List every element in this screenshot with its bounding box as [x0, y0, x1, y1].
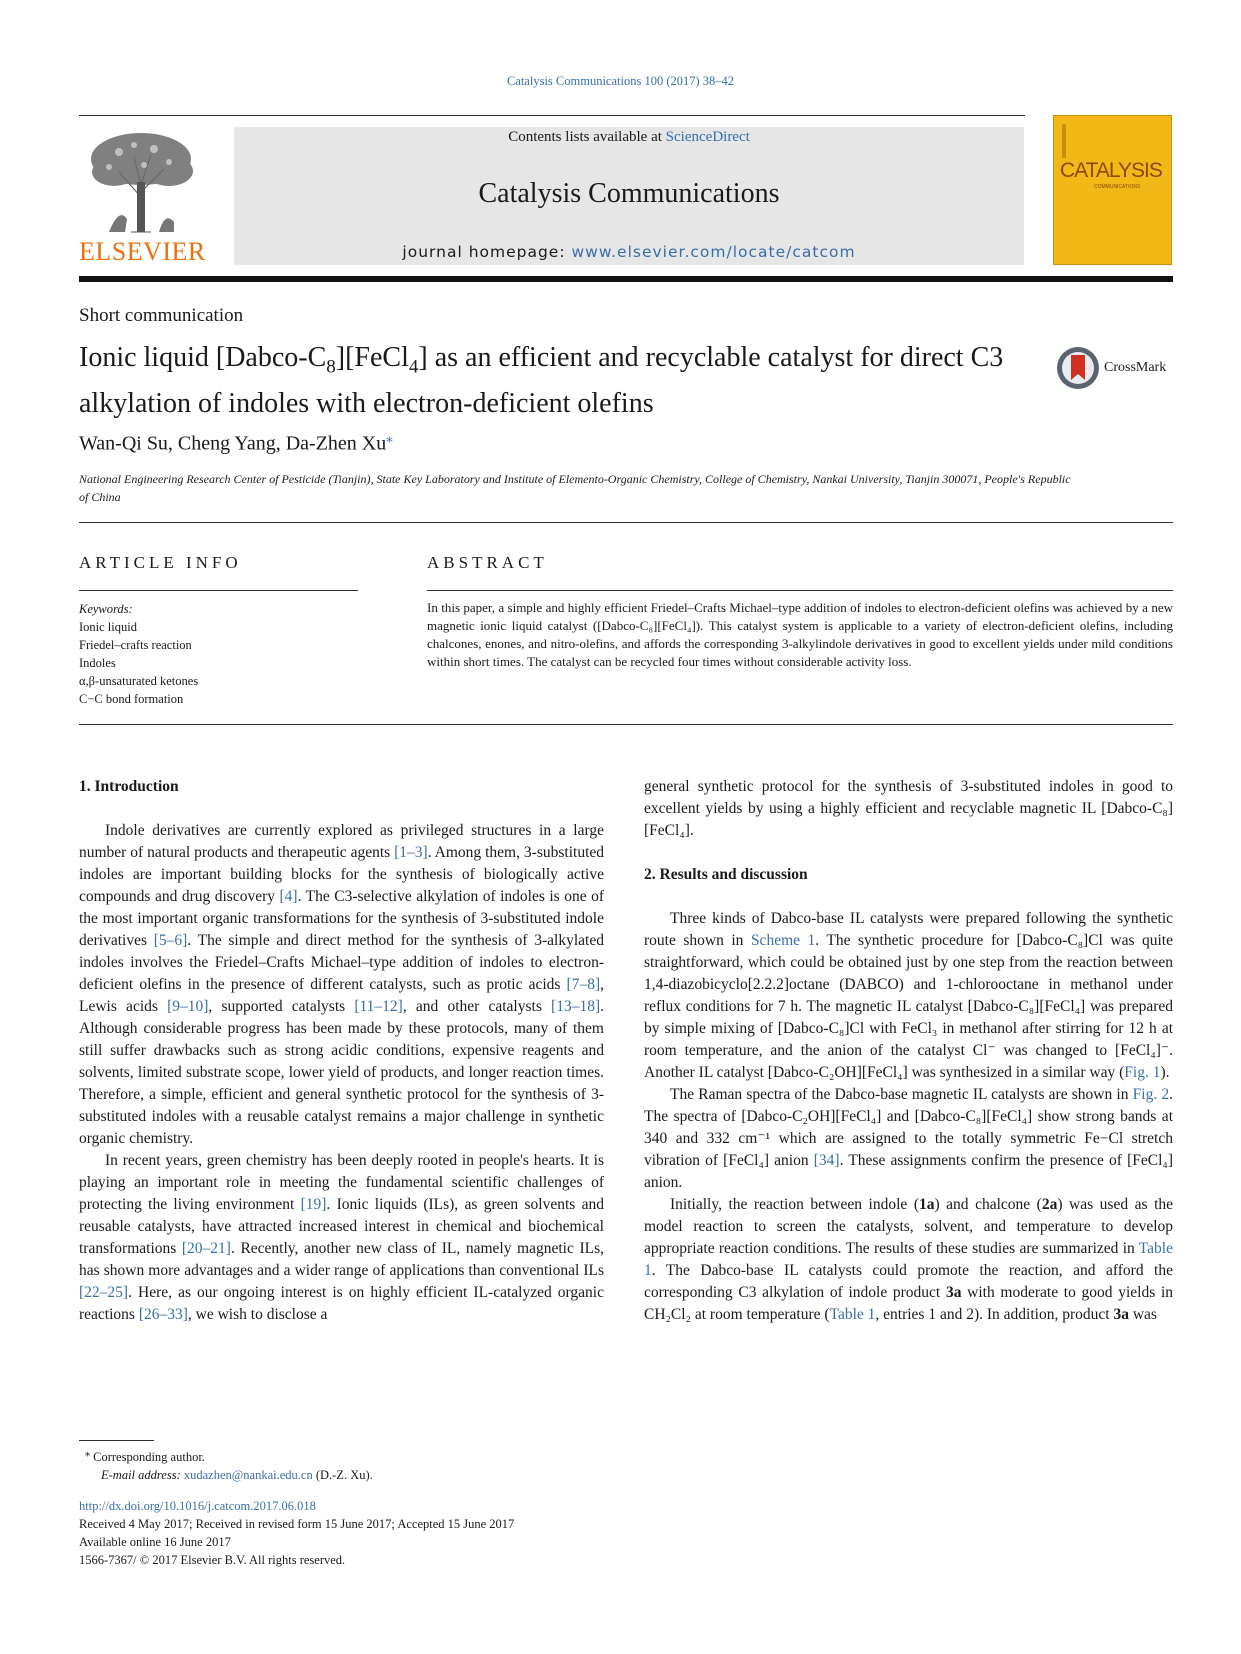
text-run: , and other catalysts	[402, 998, 552, 1015]
citation-link[interactable]: [20–21]	[181, 1240, 231, 1257]
text-run: . Although considerable progress has been made by these protocols, many of them still suffer drawbacks such as strong acidic conditions, expensive reagents and solvents, limited substrate scope, lower yield of products, and longer reaction times. Therefore, a simple, efficient and general synthetic protocol for the synthesis of 3-substituted indoles with a reusable catalyst remains a major challenge in synthetic organic chemistry.	[79, 998, 604, 1147]
figure-link[interactable]: Fig. 2	[1132, 1086, 1170, 1103]
table-link[interactable]: Table 1	[829, 1306, 876, 1323]
publication-info	[79, 1497, 514, 1569]
compound-label: 2a	[1041, 1196, 1058, 1213]
text-run: Three kinds of Dabco-base IL catalysts were prepared following the synthetic route shown in	[644, 910, 1173, 949]
abstract-rule	[427, 590, 1173, 591]
corresponding-note	[79, 1445, 373, 1466]
text-run: , Lewis acids	[79, 976, 604, 1015]
footnote-rule	[79, 1440, 154, 1441]
header-rule	[79, 115, 1025, 116]
text-run: . Here, as our ongoing interest is on highly efficient IL-catalyzed organic reactions	[79, 1284, 604, 1323]
online-date: Available online 16 June 2017	[79, 1535, 231, 1549]
homepage-line	[234, 243, 1024, 261]
text-run: ) was used as the model reaction to screen the catalysts, solvent, and temperature to develop appropriate reaction conditions. The results of these studies are summarized in	[644, 1196, 1174, 1257]
email-link[interactable]: xudazhen@nankai.edu.cn	[183, 1468, 313, 1483]
table-link[interactable]: Table 1	[644, 1240, 1173, 1279]
doi-link[interactable]: http://dx.doi.org/10.1016/j.catcom.2017.06.018	[79, 1499, 316, 1513]
received-dates: Received 4 May 2017; Received in revised form 15 June 2017; Accepted 15 June 2017	[79, 1517, 515, 1531]
paragraph	[79, 1150, 604, 1326]
text-run: . Recently, another new class of IL, namely magnetic ILs, has shown more advantages and a wider range of applications than conventional ILs	[79, 1240, 604, 1279]
scheme-link[interactable]: Scheme 1	[750, 932, 816, 949]
paragraph: general synthetic protocol for the synthesis of 3-substituted indoles in good to excellent yields by using a highly efficient and recyclable magnetic IL [Dabco-C₈][FeCl₄].	[644, 778, 1173, 839]
cover-strip	[1062, 124, 1066, 158]
citation-link[interactable]: [11–12]	[354, 998, 403, 1015]
journal-cover[interactable]	[1053, 115, 1172, 265]
title-subscript: 8	[326, 356, 336, 378]
section-heading-results: 2. Results and discussion	[644, 866, 808, 883]
journal-reference[interactable]	[0, 74, 1241, 89]
figure-link[interactable]: Fig. 1	[1124, 1064, 1161, 1081]
compound-label: 1a	[918, 1196, 935, 1213]
citation-link[interactable]: [5–6]	[153, 932, 188, 949]
keyword-item: Indoles	[79, 656, 116, 670]
section-heading-introduction: 1. Introduction	[79, 778, 179, 795]
title-part: ] as an efficient and recyclable catalyst for direct C3 alkylation of indoles with electron-deficient olefins	[79, 342, 1004, 419]
cover-subtitle: COMMUNICATIONS	[1094, 184, 1141, 190]
keyword-item: α,β-unsaturated ketones	[79, 674, 199, 688]
body-column-left	[79, 776, 604, 1326]
text-run: . The simple and direct method for the synthesis of 3-alkylated indoles involves the Friedel–Crafts Michael–type addition of indoles to electron-deficient olefins in the presence of different catalysts, such as protic acids	[79, 932, 604, 993]
paragraph	[644, 1194, 1173, 1326]
email-suffix: (D.-Z. Xu).	[315, 1468, 373, 1483]
keyword-item: C−C bond formation	[79, 692, 184, 706]
email-line	[79, 1466, 373, 1484]
authors-text: Wan-Qi Su, Cheng Yang, Da-Zhen Xu	[79, 432, 387, 455]
paragraph	[79, 820, 604, 1150]
citation-link[interactable]: [4]	[279, 888, 298, 905]
elsevier-tree-icon	[79, 127, 204, 237]
text-run: . The C3-selective alkylation of indoles is one of the most important organic transformations for the synthesis of 3-substituted indole derivatives	[79, 888, 604, 949]
footnote-mark: ⁎	[85, 1448, 90, 1459]
publisher-name: ELSEVIER	[79, 237, 206, 266]
text-run: ).	[1160, 1064, 1170, 1081]
article-info-rule	[79, 590, 358, 591]
paragraph	[644, 908, 1173, 1084]
divider-rule	[79, 724, 1173, 725]
divider-rule	[79, 522, 1173, 523]
text-run: In recent years, green chemistry has been deeply rooted in people's hearts. It is playing an important role in meeting the fundamental scientific challenges of protecting the living environment	[79, 1152, 604, 1213]
corresponding-text: Corresponding author.	[93, 1450, 205, 1465]
text-run: Indole derivatives are currently explored as privileged structures in a large number of natural products and therapeutic agents	[79, 822, 604, 861]
text-run: . These assignments confirm the presence of [FeCl₄] anion.	[644, 1152, 1173, 1191]
homepage-prefix: journal homepage:	[402, 243, 572, 261]
abstract-heading: ABSTRACT	[427, 553, 548, 572]
text-run: with moderate to good yields in CH₂Cl₂ at room temperature (	[644, 1284, 1174, 1323]
abstract-text: In this paper, a simple and highly efficient Friedel–Crafts Michael–type addition of indoles to electron-deficient olefins was achieved by a new magnetic ionic liquid catalyst ([Dabco-C₈][FeCl₄]). This catalyst system is applicable to a variety of electron-deficient olefins, including chalcones, enones, and nitro-olefins, and affords the corresponding 3-alkylindole derivatives in good to excellent yields under mild conditions within short times. The catalyst can be recycled four times without considerable activity loss.	[427, 600, 1173, 669]
keywords-label: Keywords:	[79, 602, 133, 616]
text-run: , we wish to disclose a	[187, 1306, 328, 1323]
homepage-link[interactable]: www.elsevier.com/locate/catcom	[571, 243, 856, 261]
crossmark-badge[interactable]	[1056, 346, 1166, 390]
header-thick-rule	[79, 276, 1173, 282]
text-run: , entries 1 and 2). In addition, product	[875, 1306, 1114, 1323]
contents-prefix: Contents lists available at	[508, 129, 666, 145]
citation-link[interactable]: [9–10]	[167, 998, 209, 1015]
article-title	[79, 340, 1039, 422]
journal-name: Catalysis Communications	[478, 178, 780, 209]
footnote	[79, 1445, 373, 1484]
paragraph	[644, 1084, 1173, 1194]
crossmark-icon	[1056, 346, 1100, 390]
citation-link[interactable]: [19]	[300, 1196, 327, 1213]
affiliation: National Engineering Research Center of Pesticide (Tianjin), State Key Laboratory and Institute of Elemento-Organic Chemistry, College of Chemistry, Nankai University, Tianjin 300071, People's Republic of China	[79, 472, 1071, 504]
text-run: . The spectra of [Dabco-C₂OH][FeCl₄] and [Dabco-C₈][FeCl₄] show strong bands at 340 and 332 cm⁻¹ which are assigned to the totally symmetric Fe−Cl stretch vibration of [FeCl₄] anion	[644, 1086, 1173, 1169]
journal-banner	[234, 127, 1024, 265]
title-part: Ionic liquid [Dabco-C	[79, 342, 327, 373]
text-run: was	[1128, 1306, 1157, 1323]
compound-label: 3a	[945, 1284, 962, 1301]
copyright: 1566-7367/ © 2017 Elsevier B.V. All rights reserved.	[79, 1553, 346, 1567]
keywords-block	[79, 600, 198, 708]
keyword-item: Friedel–crafts reaction	[79, 638, 192, 652]
sciencedirect-link[interactable]: ScienceDirect	[665, 129, 750, 145]
journal-reference-link[interactable]: Catalysis Communications 100 (2017) 38–42	[506, 74, 735, 88]
citation-link[interactable]: [34]	[813, 1152, 840, 1169]
text-run: , supported catalysts	[208, 998, 355, 1015]
citation-link[interactable]: [22–25]	[79, 1284, 129, 1301]
contents-line	[234, 129, 1024, 146]
citation-link[interactable]: [26–33]	[138, 1306, 188, 1323]
text-run: . The synthetic procedure for [Dabco-C₈]Cl was quite straightforward, which could be obtained just by one step from the reaction between 1,4-diazobicyclo[2.2.2]octane (DABCO) and 1-chlorooctane in methanol under reflux conditions for 7 h. The magnetic IL catalyst [Dabco-C₈][FeCl₄] was prepared by simple mixing of [Dabco-C₈]Cl with FeCl₃ in methanol after stirring for 12 h at room temperature, and the anion of the catalyst Cl⁻ was changed to [FeCl₄]⁻. Another IL catalyst [Dabco-C₂OH][FeCl₄] was synthesized in a similar way (	[644, 932, 1173, 1081]
text-run: . Among them, 3-substituted indoles are important building blocks for the synthesis of biologically active compounds and drug discovery	[79, 844, 605, 905]
citation-link[interactable]: [7–8]	[566, 976, 601, 993]
keyword-item: Ionic liquid	[79, 620, 137, 634]
crossmark-label: CrossMark	[1104, 360, 1167, 375]
corresponding-author-mark[interactable]: ⁎	[386, 430, 393, 445]
article-type: Short communication	[79, 305, 244, 326]
text-run: . The Dabco-base IL catalysts could promote the reaction, and afford the corresponding C3 alkylation of indole product	[644, 1262, 1173, 1301]
citation-link[interactable]: [1–3]	[394, 844, 428, 861]
author-list	[79, 430, 393, 456]
title-part: ][FeCl	[335, 342, 409, 373]
text-run: The Raman spectra of the Dabco-base magnetic IL catalysts are shown in	[670, 1086, 1133, 1103]
title-subscript: 4	[408, 356, 419, 378]
article-info-heading: ARTICLE INFO	[79, 553, 242, 572]
email-label: E-mail address:	[101, 1468, 181, 1483]
compound-label: 3a	[1113, 1306, 1129, 1323]
elsevier-logo[interactable]	[79, 127, 204, 267]
text-run: . Ionic liquids (ILs), as green solvents and reusable catalysts, have attracted increased interest in chemical and biochemical transformations	[79, 1196, 604, 1257]
body-column-right	[644, 776, 1173, 1326]
text-run: ) and chalcone (	[934, 1196, 1042, 1213]
citation-link[interactable]: [13–18]	[551, 998, 601, 1015]
text-run: Initially, the reaction between indole (	[670, 1196, 919, 1213]
cover-title: CATALYSIS	[1060, 159, 1162, 182]
